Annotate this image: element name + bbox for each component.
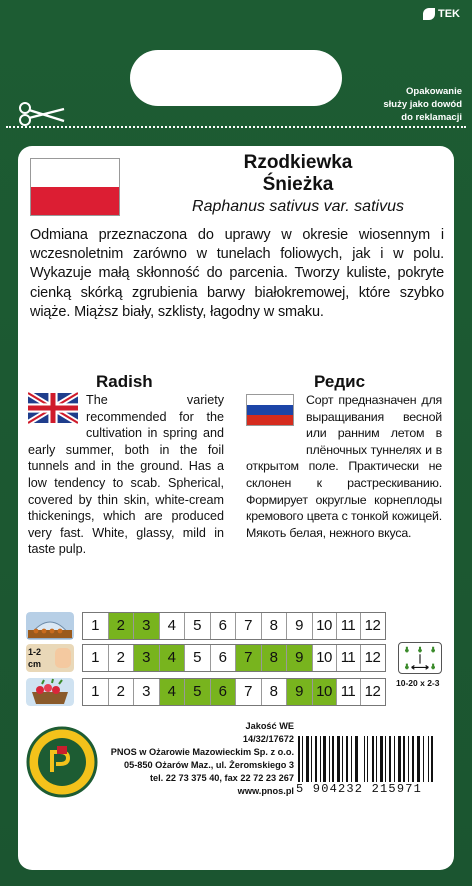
month-cell: 9	[287, 613, 313, 639]
plant-spacing-label: 10-20 x 2-3	[396, 678, 440, 688]
packaging-note-line: Opakowanie	[406, 86, 462, 97]
company-address: 05-850 Ożarów Maz., ul. Żeromskiego 3	[123, 760, 294, 770]
tek-logo-icon	[423, 8, 435, 20]
harvest-basket-icon	[26, 678, 74, 706]
month-cell: 1	[83, 645, 109, 671]
calendar-row-tunnel	[26, 612, 390, 640]
month-cell-active: 3	[134, 613, 160, 639]
calendar-row-sowing	[26, 644, 390, 672]
latin-name: Raphanus sativus var. sativus	[192, 198, 404, 215]
plant-spacing-icon	[398, 642, 442, 674]
description-english: The variety recommended for the cultivation in spring and early summer, both in the foil tunnels and in the ground. Has a low tendency to scab. Spherical, covered by thin skin, white-cream thickenings, which are produced very fast. White, glassy, mild in taste pulp.	[28, 393, 224, 557]
cut-line	[6, 126, 466, 128]
company-website: www.pnos.pl	[237, 786, 294, 796]
quality-label: Jakość WE	[245, 721, 294, 731]
month-cell: 12	[361, 645, 385, 671]
month-cells	[82, 612, 386, 640]
english-title: Radish	[96, 372, 153, 391]
scissors-icon	[18, 101, 68, 127]
month-cell: 1	[83, 613, 109, 639]
month-cell: 5	[185, 613, 211, 639]
lot-number: 14/32/17672	[242, 734, 294, 744]
month-cell: 6	[211, 613, 237, 639]
month-cell: 10	[313, 613, 337, 639]
sowing-depth-label: 1-2 cm	[28, 647, 42, 669]
month-cell: 2	[109, 679, 135, 705]
month-cell: 4	[160, 613, 186, 639]
month-cell: 11	[337, 645, 361, 671]
russian-title: Редис	[314, 372, 366, 391]
calendar-row-harvest	[26, 678, 390, 706]
month-cell-active: 8	[262, 645, 288, 671]
description-russian: Сорт предназначен для выращивания весной или ранним летом в плёночных туннелях и в открытом поле. Практически не склонен к растрескиванию. Формирует округлые корнеплоды кремового цвета с тонкой кожицей. Мякоть белая, нежного вкуса.	[246, 393, 442, 540]
month-cell: 8	[262, 679, 288, 705]
packaging-note	[354, 85, 462, 124]
month-cell: 11	[337, 613, 361, 639]
producer-info	[54, 720, 294, 798]
month-cell: 3	[134, 679, 160, 705]
tek-label: TEK	[438, 8, 460, 20]
month-cell: 12	[361, 679, 385, 705]
greenhouse-tunnel-icon	[26, 612, 74, 640]
packaging-note-line: do reklamacji	[401, 112, 462, 123]
month-cell: 10	[313, 645, 337, 671]
month-cell-active: 6	[211, 679, 237, 705]
month-cell-active: 9	[287, 679, 313, 705]
month-cell: 1	[83, 679, 109, 705]
month-cell-active: 9	[287, 645, 313, 671]
month-cell: 8	[262, 613, 288, 639]
tek-mark	[423, 8, 460, 20]
month-cell-active: 3	[134, 645, 160, 671]
packaging-note-line: służy jako dowód	[383, 99, 462, 110]
month-cell: 7	[236, 613, 262, 639]
month-cell-active: 2	[109, 613, 135, 639]
company-phone: tel. 22 73 375 40, fax 22 72 23 267	[149, 773, 294, 783]
month-cell: 12	[361, 613, 385, 639]
description-polish: Odmiana przeznaczona do uprawy w okresie wiosennym i wczesnoletnim zarówno w tunelach foliowych, jak i w polu. Wykazuje małą skłonność do parcenia. Tworzy kuliste, pokryte cienką skórką zgrubienia barwy białokremowej, które szybko wiąże. Miąższ biały, szklisty, łagodny w smaku.	[30, 227, 444, 320]
month-cell: 5	[185, 645, 211, 671]
product-title	[148, 152, 448, 217]
month-cell: 11	[337, 679, 361, 705]
month-cell-active: 7	[236, 645, 262, 671]
month-cell-active: 4	[160, 679, 186, 705]
hang-slot	[130, 50, 342, 106]
month-cell: 2	[109, 645, 135, 671]
month-cell-active: 5	[185, 679, 211, 705]
month-cells	[82, 644, 386, 672]
month-cell-active: 4	[160, 645, 186, 671]
info-panel	[18, 146, 454, 870]
month-cell: 6	[211, 645, 237, 671]
variety-name: Śnieżka	[262, 174, 334, 195]
company-name: PNOS w Ożarowie Mazowieckim Sp. z o.o.	[110, 747, 294, 757]
poland-flag-icon	[30, 158, 120, 216]
month-cell: 7	[236, 679, 262, 705]
month-cells	[82, 678, 386, 706]
sowing-depth-icon	[26, 644, 74, 672]
product-name: Rzodkiewka	[243, 152, 353, 173]
month-cell-active: 10	[313, 679, 337, 705]
barcode-number: 5 904232 215971	[294, 782, 444, 796]
